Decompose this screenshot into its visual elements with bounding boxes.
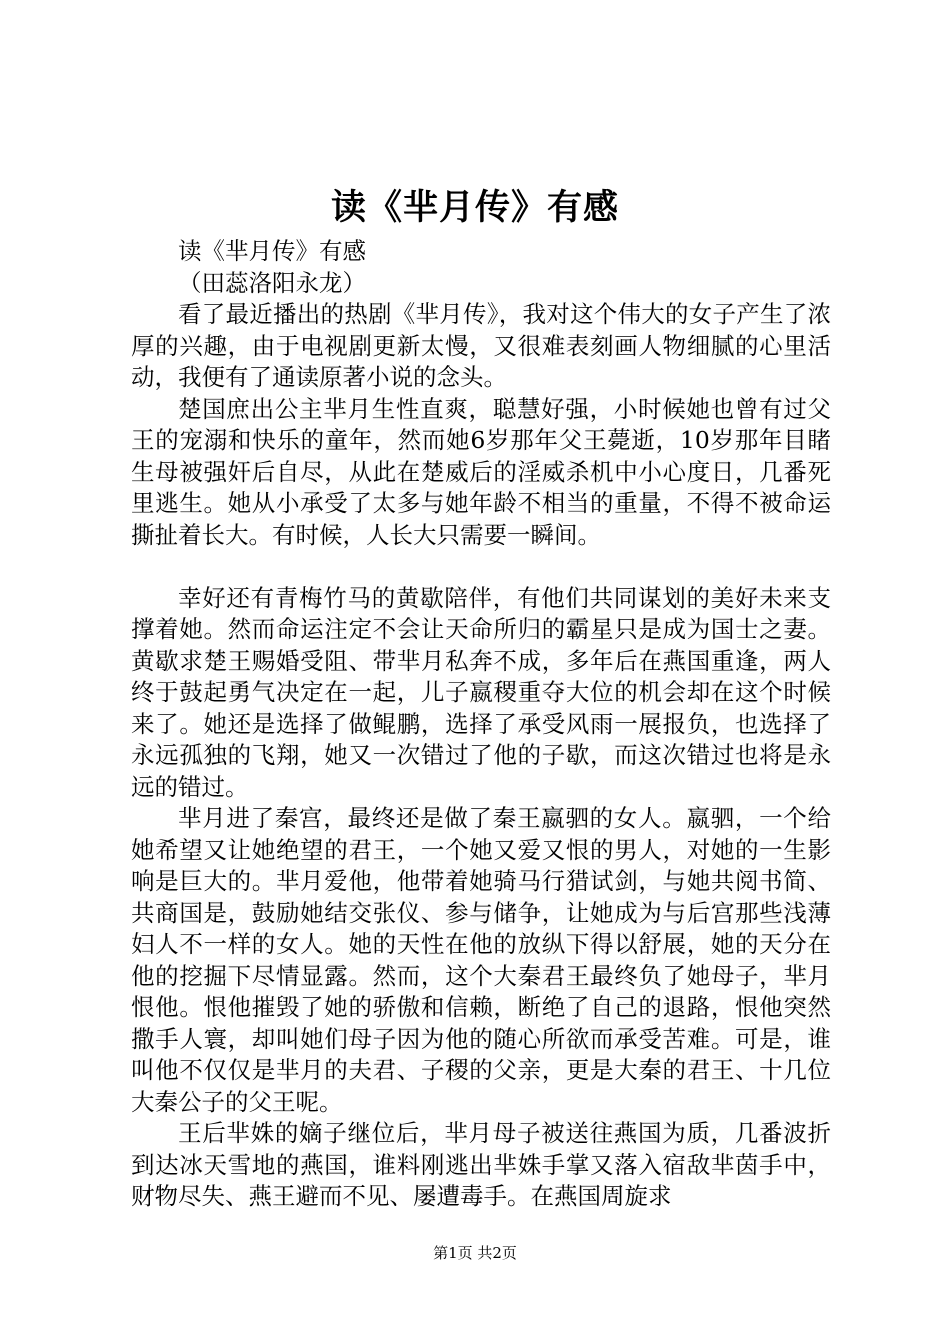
body-paragraph: 王后芈姝的嫡子继位后，芈月母子被送往燕国为质，几番波折到达冰天雪地的燕国，谁料刚逃出芈姝手掌又落入宿敌芈茵手中，财物尽失、燕王避而不见、屡遭毒手。在燕国周旋求	[131, 1119, 831, 1210]
subtitle-line: 读《芈月传》有感	[178, 237, 366, 265]
body-paragraph: 幸好还有青梅竹马的黄歇陪伴，有他们共同谋划的美好未来支撑着她。然而命运注定不会让天命所归的霸星只是成为国士之妻。黄歇求楚王赐婚受阻、带芈月私奔不成，多年后在燕国重逢，两人终于鼓起勇气决定在一起，儿子嬴稷重夺大位的机会却在这个时候来了。她还是选择了做鲲鹏，选择了承受风雨一展报负，也选择了永远孤独的飞翔，她又一次错过了他的子歇，而这次错过也将是永远的错过。	[131, 583, 831, 801]
body-paragraph: 看了最近播出的热剧《芈月传》，我对这个伟大的女子产生了浓厚的兴趣，由于电视剧更新太慢，又很难表刻画人物细腻的心里活动，我便有了通读原著小说的念头。	[131, 300, 831, 391]
author-line: （田蕊洛阳永龙）	[178, 268, 366, 297]
document-body	[131, 236, 831, 1213]
page-number-footer: 第1页 共2页	[433, 1244, 517, 1262]
body-paragraph: 楚国庶出公主芈月生性直爽，聪慧好强，小时候她也曾有过父王的宠溺和快乐的童年，然而她6岁那年父王薨逝，10岁那年目睹生母被强奸后自尽，从此在楚威后的淫威杀机中小心度日，几番死里逃生。她从小承受了太多与她年龄不相当的重量，不得不被命运撕扯着长大。有时候，人长大只需要一瞬间。	[131, 394, 831, 549]
body-paragraph: 芈月进了秦宫，最终还是做了秦王嬴驷的女人。嬴驷，一个给她希望又让她绝望的君王，一个她又爱又恨的男人，对她的一生影响是巨大的。芈月爱他，他带着她骑马行猎试剑，与她共阅书简、共商国是，鼓励她结交张仪、参与储争，让她成为与后宫那些浅薄妇人不一样的女人。她的天性在他的放纵下得以舒展，她的天分在他的挖掘下尽情显露。然而，这个大秦君王最终负了她母子，芈月恨他。恨他摧毁了她的骄傲和信赖，断绝了自己的退路，恨他突然撒手人寰，却叫她们母子因为他的随心所欲而承受苦难。可是，谁叫他不仅仅是芈月的夫君、子稷的父亲，更是大秦的君王、十几位大秦公子的父王呢。	[131, 804, 831, 1116]
document-title: 读《芈月传》有感	[330, 187, 619, 228]
